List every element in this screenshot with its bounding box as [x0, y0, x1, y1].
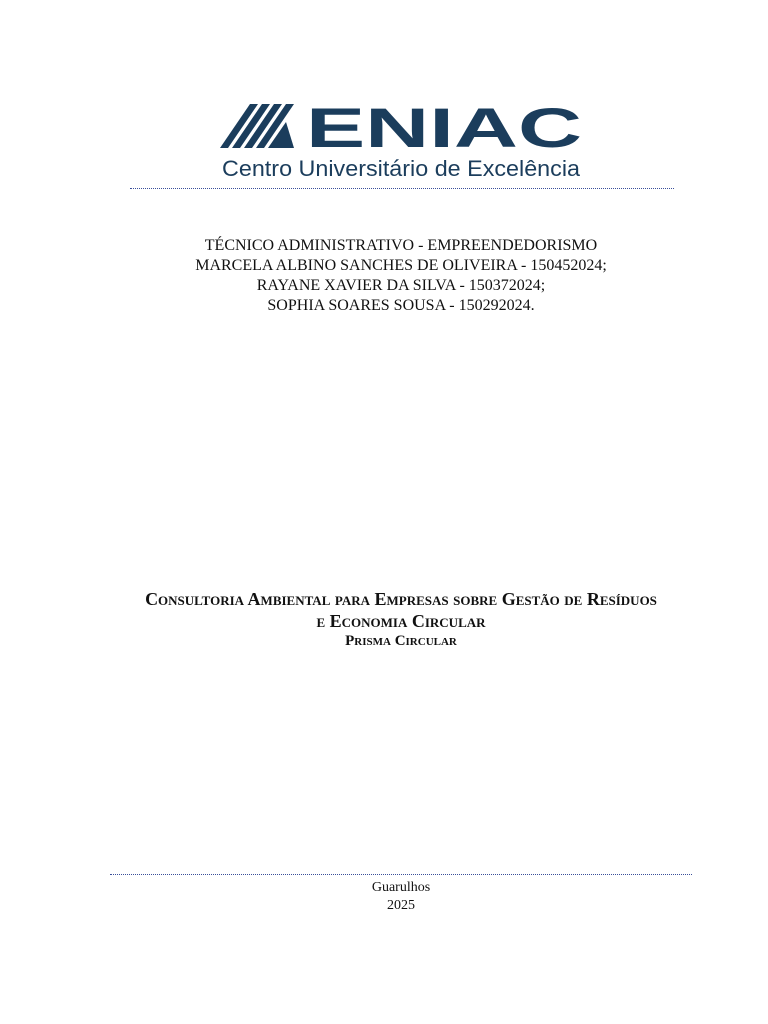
footer-city: Guarulhos [371, 880, 431, 895]
eniac-tagline: Centro Universitário de Excelência [222, 156, 581, 181]
author-line: SOPHIA SOARES SOUSA - 150292024. [267, 297, 535, 314]
author-line: RAYANE XAVIER DA SILVA - 150372024; [256, 277, 546, 294]
eniac-wordmark: ENIAC [306, 100, 582, 159]
document-subtitle: Prisma Circular [345, 633, 457, 649]
document-title-line-1: Consultoria Ambiental para Empresas sobre Gestão de Resíduos [145, 589, 657, 609]
title-block [0, 588, 768, 650]
document-title-line-2: e Economia Circular [316, 611, 486, 631]
eniac-logo [220, 100, 584, 182]
eniac-stripes-icon [220, 104, 294, 148]
author-line: MARCELA ALBINO SANCHES DE OLIVEIRA - 150452024; [195, 257, 607, 274]
top-divider [130, 188, 674, 189]
footer [0, 879, 768, 915]
authors-block [0, 236, 768, 316]
course-name: TÉCNICO ADMINISTRATIVO - EMPREENDEDORISMO [204, 237, 598, 254]
footer-year: 2025 [387, 898, 415, 913]
bottom-divider [110, 874, 692, 875]
